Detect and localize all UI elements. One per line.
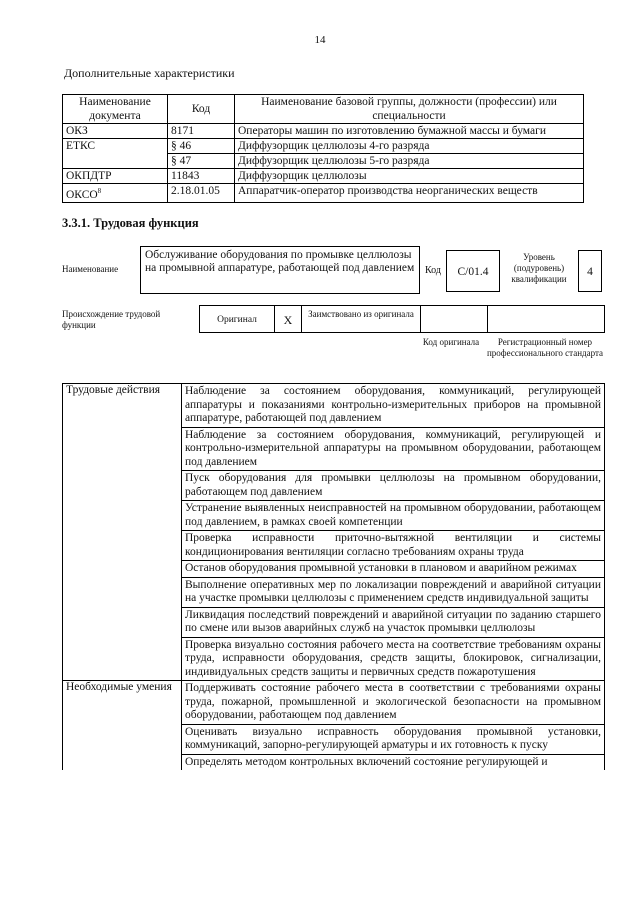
table-row bbox=[63, 724, 605, 754]
cell-code: § 46 bbox=[168, 139, 235, 154]
table-row bbox=[63, 139, 584, 154]
cell-name: Диффузорщик целлюлозы bbox=[235, 169, 584, 184]
function-code: C/01.4 bbox=[446, 250, 500, 292]
page-number: 14 bbox=[314, 34, 326, 46]
labor-action: Проверка исправности приточно-вытяжной вентиляции и системы кондиционирования вентиляции согласно требованиям охраны труда bbox=[182, 531, 605, 561]
table-row bbox=[63, 184, 584, 203]
skill: Определять методом контрольных включений состояние регулирующей и bbox=[182, 754, 605, 770]
header-code: Код bbox=[168, 95, 235, 124]
footnote-mark: 8 bbox=[97, 187, 102, 195]
skill: Оценивать визуально исправность оборудования промывной установки, коммуникаций, запорно-регулирующей арматуры и их готовность к пуску bbox=[182, 724, 605, 754]
original-code-cell bbox=[420, 305, 488, 333]
cell-doc: ОКСО$^8$ bbox=[63, 184, 168, 203]
cell-doc bbox=[63, 154, 168, 169]
labor-action: Наблюдение за состоянием оборудования, коммуникаций, регулирующей и контрольно-измерительной аппаратуры на промывном оборудовании, работающем под давлением bbox=[182, 427, 605, 471]
table-row bbox=[63, 169, 584, 184]
original-label: Оригинал bbox=[199, 305, 275, 333]
origin-row bbox=[200, 305, 605, 333]
labor-action: Останов оборудования промывной установки в плановом и аварийном режимах bbox=[182, 561, 605, 578]
code-label: Код bbox=[425, 265, 441, 276]
labor-action: Выполнение оперативных мер по локализации повреждений и аварийной ситуации на участке промывки целлюлозы с применением средств индивидуальной защиты bbox=[182, 577, 605, 607]
labor-action: Ликвидация последствий повреждений и аварийной ситуации по заданию старшего по смене или вызов аварийных служб на участок промывки целлюлозы bbox=[182, 607, 605, 637]
level-label: Уровень (подуровень) квалификации bbox=[511, 252, 567, 284]
labor-action: Пуск оборудования для промывки целлюлозы на промывном оборудовании, работающем под давлением bbox=[182, 471, 605, 501]
table-row bbox=[63, 531, 605, 561]
table-row bbox=[63, 637, 605, 681]
table-row bbox=[63, 681, 605, 725]
table-row bbox=[63, 577, 605, 607]
table-row bbox=[63, 501, 605, 531]
borrowed-label: Заимствовано из оригинала bbox=[301, 305, 421, 333]
qualification-level: 4 bbox=[578, 250, 602, 292]
cell-code: 11843 bbox=[168, 169, 235, 184]
section-title: 3.3.1. Трудовая функция bbox=[62, 216, 199, 230]
cell-name: Диффузорщик целлюлозы 4-го разряда bbox=[235, 139, 584, 154]
table-row bbox=[63, 754, 605, 770]
skills-label: Необходимые умения bbox=[63, 681, 182, 725]
labor-actions-label: Трудовые действия bbox=[63, 384, 182, 428]
table-row bbox=[63, 124, 584, 139]
function-details-table bbox=[62, 383, 605, 770]
cell-name: Аппаратчик-оператор производства неорганических веществ bbox=[235, 184, 584, 203]
table-row bbox=[63, 607, 605, 637]
additional-characteristics-title: Дополнительные характеристики bbox=[64, 66, 235, 80]
caption-registration-number: Регистрационный номер профессионального стандарта bbox=[486, 337, 604, 358]
labor-action: Проверка визуально состояния рабочего места на соответствие требованиям охраны труда, исправности оборудования, средств защиты, блокировок, сигнализации, индивидуальных средств защиты и первичных средств пожаротушения bbox=[182, 637, 605, 681]
origin-label: Происхождение трудовой функции bbox=[62, 309, 161, 330]
labor-action: Наблюдение за состоянием оборудования, коммуникаций, регулирующей аппаратуры и показаниями контрольно-измерительных приборов на промывной аппаратуре, работающей под давлением bbox=[182, 384, 605, 428]
header-name: Наименование базовой группы, должности (профессии) или специальности bbox=[235, 95, 584, 124]
header-document: Наименование документа bbox=[63, 95, 168, 124]
name-label: Наименование bbox=[62, 264, 119, 274]
caption-original-code: Код оригинала bbox=[422, 337, 480, 347]
skill: Поддерживать состояние рабочего места в соответствии с требованиями охраны труда, пожарной, промышленной и экологической безопасности на промывном оборудовании, работающем под давлением bbox=[182, 681, 605, 725]
labor-action: Устранение выявленных неисправностей на промывном оборудовании, работающем под давлением, в рамках своей компетенции bbox=[182, 501, 605, 531]
cell-doc: ЕТКС bbox=[63, 139, 168, 154]
cell-doc: ОКЗ bbox=[63, 124, 168, 139]
original-mark: X bbox=[274, 305, 302, 333]
table-row bbox=[63, 427, 605, 471]
function-name: Обслуживание оборудования по промывке целлюлозы на промывной аппаратуре, работающей под давлением bbox=[140, 246, 420, 294]
cell-code: § 47 bbox=[168, 154, 235, 169]
table-row bbox=[63, 384, 605, 428]
cell-doc: ОКПДТР bbox=[63, 169, 168, 184]
additional-characteristics-table bbox=[62, 94, 584, 203]
table-row bbox=[63, 154, 584, 169]
cell-name: Диффузорщик целлюлозы 5-го разряда bbox=[235, 154, 584, 169]
cell-code: 8171 bbox=[168, 124, 235, 139]
registration-number-cell bbox=[487, 305, 605, 333]
cell-code: 2.18.01.05 bbox=[168, 184, 235, 203]
table-row bbox=[63, 561, 605, 578]
table-row bbox=[63, 471, 605, 501]
cell-name: Операторы машин по изготовлению бумажной массы и бумаги bbox=[235, 124, 584, 139]
